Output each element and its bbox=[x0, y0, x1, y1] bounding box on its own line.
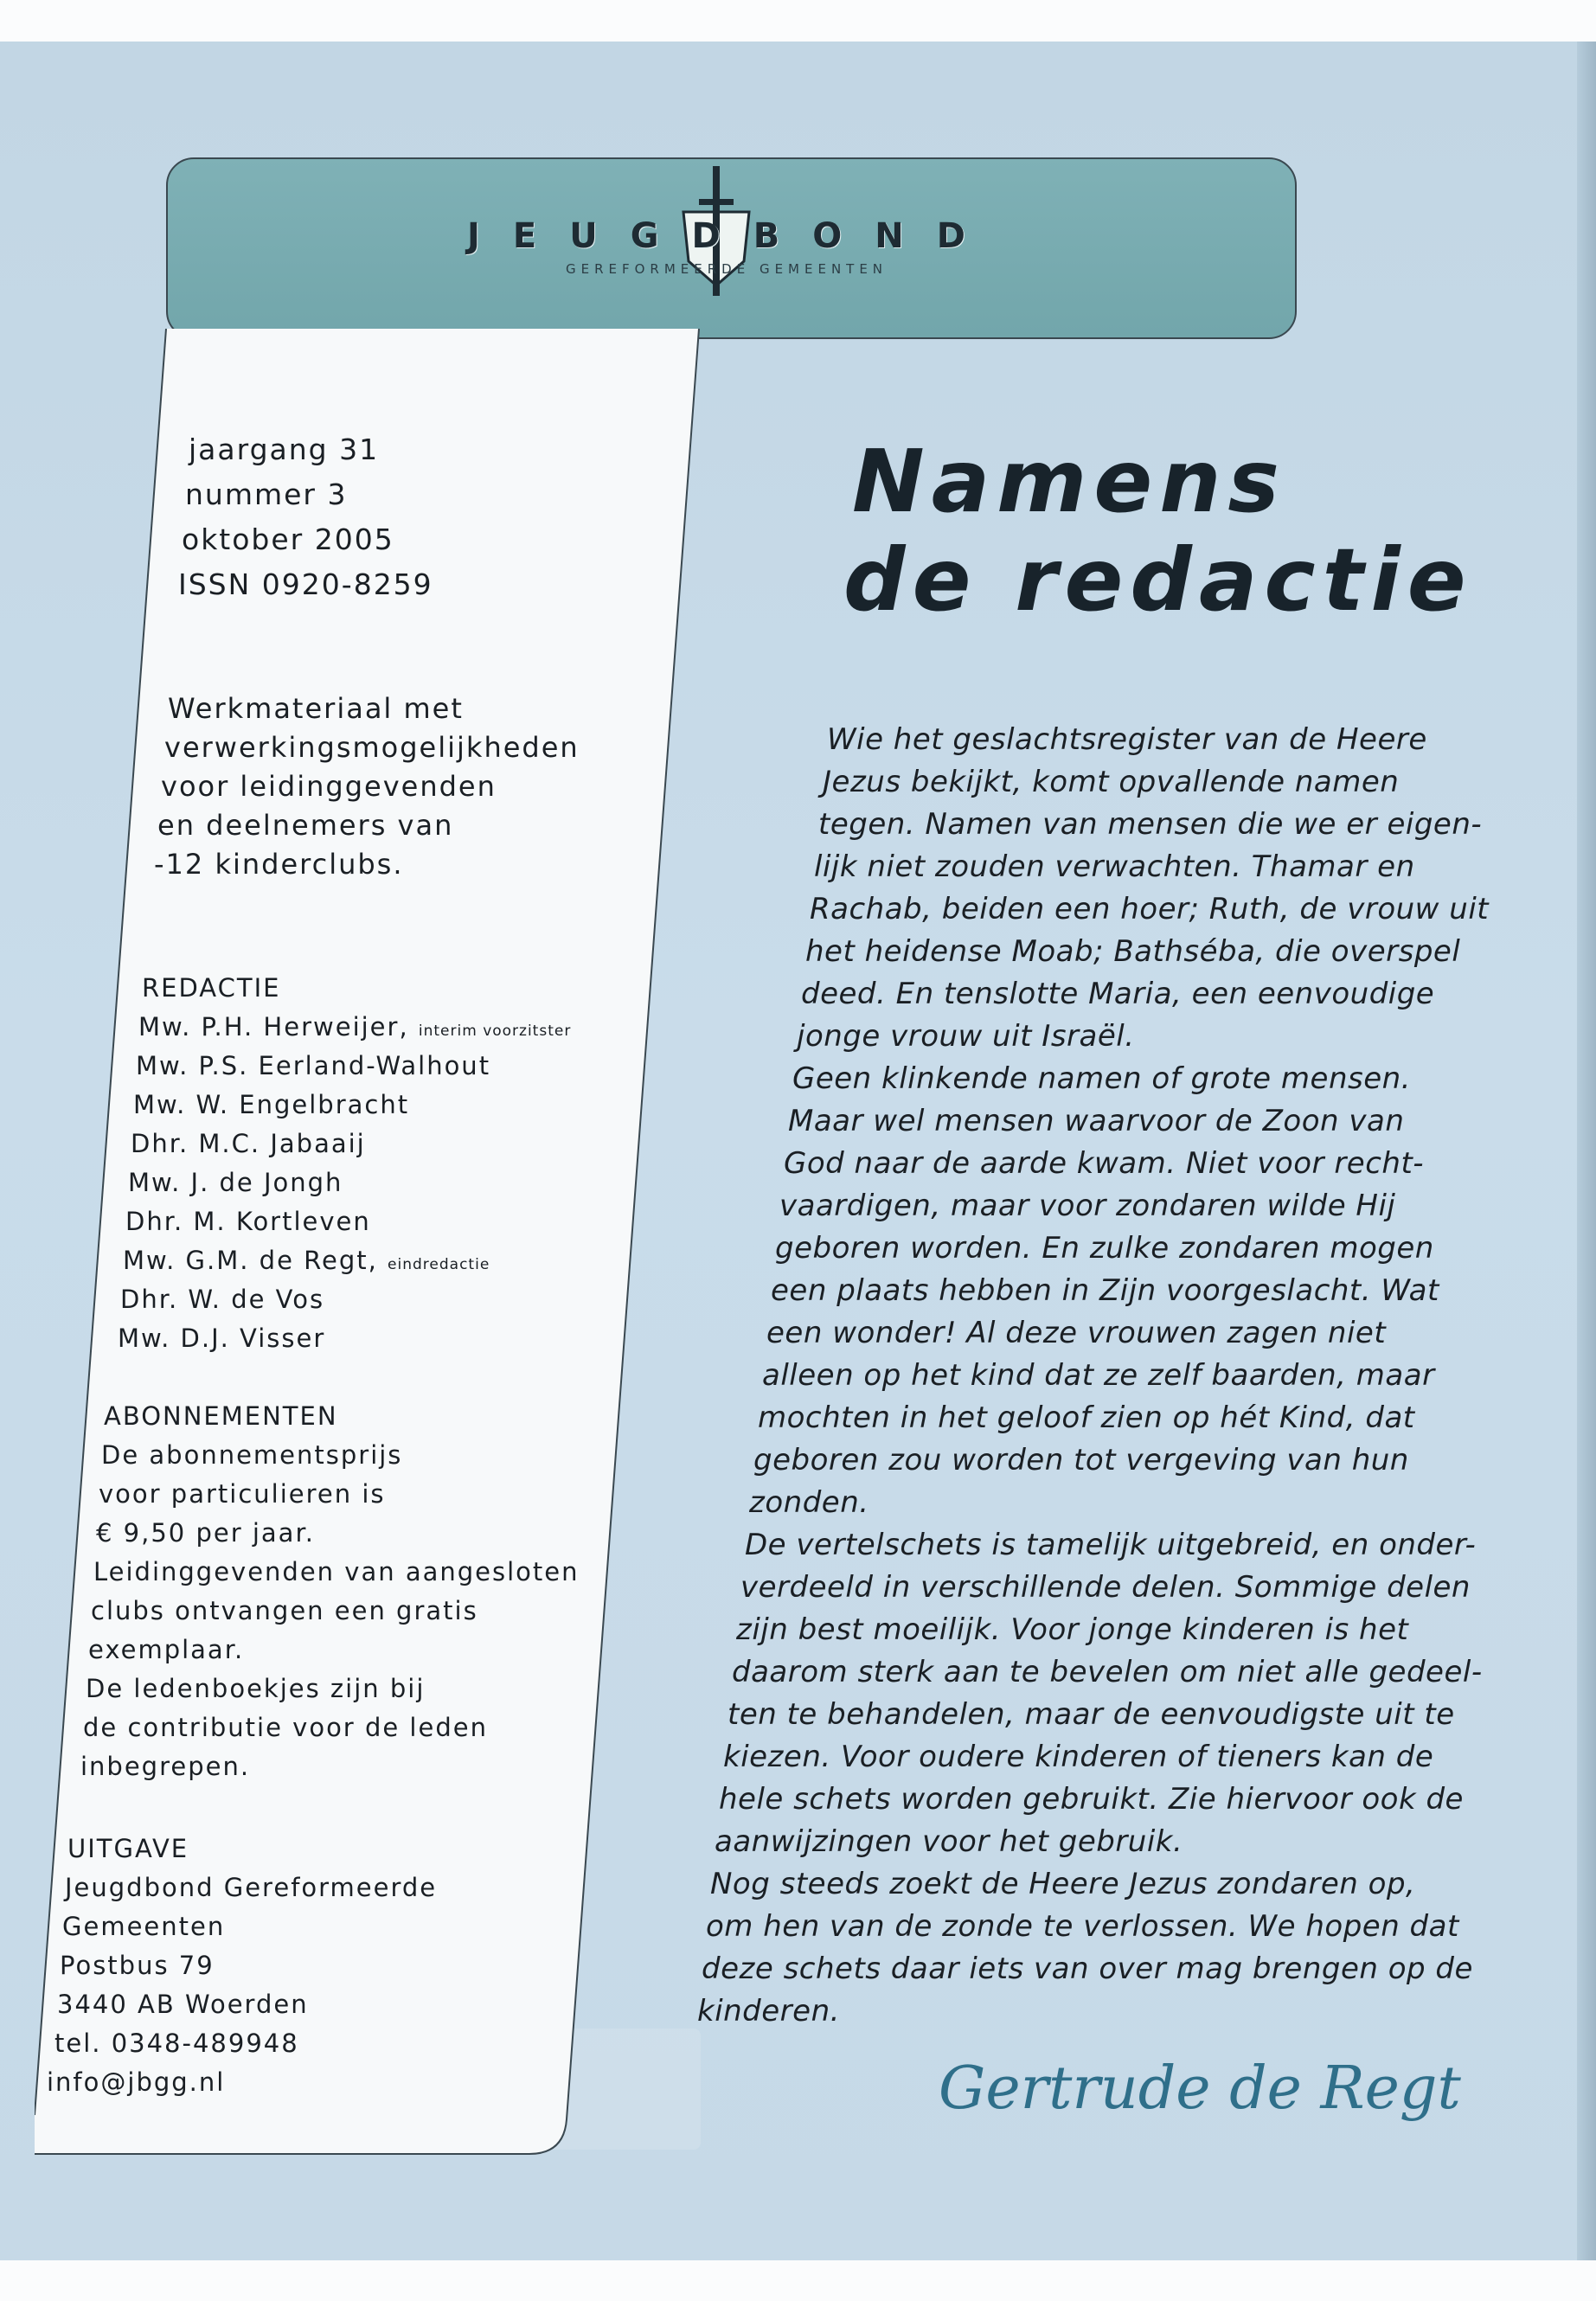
article-line: Geen klinkende namen of grote mensen. bbox=[792, 1061, 1411, 1096]
article-title-line1: Namens bbox=[852, 431, 1286, 532]
redactie-heading: REDACTIE bbox=[142, 973, 281, 1003]
article-line: Jezus bekijkt, komt opvallende namen bbox=[823, 765, 1400, 799]
article-line: daarom sterk aan te bevelen om niet alle gedeel- bbox=[732, 1655, 1483, 1689]
issue-date: oktober 2005 bbox=[182, 522, 394, 556]
issue-number: nummer 3 bbox=[185, 478, 348, 511]
redactie-member: Mw. W. Engelbracht bbox=[133, 1090, 410, 1119]
description-line: en deelnemers van bbox=[157, 809, 454, 842]
description-line: voor leidinggevenden bbox=[161, 770, 497, 803]
abonnementen-heading: ABONNEMENTEN bbox=[104, 1401, 338, 1431]
redactie-member: Dhr. M. Kortleven bbox=[125, 1207, 371, 1236]
description-line: verwerkingsmogelijkheden bbox=[164, 731, 580, 764]
description-line: -12 kinderclubs. bbox=[154, 848, 404, 881]
abonnementen-line: € 9,50 per jaar. bbox=[96, 1518, 315, 1548]
uitgave-line: Gemeenten bbox=[62, 1912, 226, 1941]
article-line: een wonder! Al deze vrouwen zagen niet bbox=[766, 1316, 1387, 1350]
abonnementen-line: exemplaar. bbox=[88, 1635, 245, 1664]
description-line: Werkmateriaal met bbox=[168, 692, 464, 725]
article-line: geboren zou worden tot vergeving van hun bbox=[753, 1443, 1409, 1477]
abonnementen-line: Leidinggevenden van aangesloten bbox=[93, 1557, 580, 1586]
uitgave-heading: UITGAVE bbox=[67, 1834, 189, 1863]
abonnementen-line: De ledenboekjes zijn bij bbox=[86, 1674, 426, 1703]
article-line: kinderen. bbox=[697, 1994, 840, 2029]
article-line: om hen van de zonde te verlossen. We hopen dat bbox=[706, 1909, 1459, 1944]
masthead-brand: JEUGDBOND bbox=[467, 216, 998, 256]
article-line: zonden. bbox=[749, 1485, 869, 1520]
redactie-member: Dhr. M.C. Jabaaij bbox=[131, 1129, 366, 1158]
article-line: De vertelschets is tamelijk uitgebreid, en onder- bbox=[745, 1528, 1477, 1562]
abonnementen-line: De abonnementsprijs bbox=[101, 1440, 403, 1470]
redactie-member: Dhr. W. de Vos bbox=[120, 1285, 325, 1314]
abonnementen-line: inbegrepen. bbox=[80, 1752, 251, 1781]
issue-issn: ISSN 0920-8259 bbox=[178, 567, 433, 601]
uitgave-line: 3440 AB Woerden bbox=[57, 1990, 309, 2019]
article-line: het heidense Moab; Bathséba, die overspel bbox=[805, 934, 1461, 969]
article-line: Rachab, beiden een hoer; Ruth, de vrouw uit bbox=[810, 892, 1490, 926]
jeugdbond-logo bbox=[467, 208, 998, 294]
uitgave-line: Postbus 79 bbox=[60, 1951, 215, 1980]
article-line: jonge vrouw uit Israël. bbox=[797, 1019, 1135, 1054]
uitgave-line: Jeugdbond Gereformeerde bbox=[65, 1873, 438, 1902]
masthead-subtitle: GEREFORMEERDE GEMEENTEN bbox=[565, 261, 888, 277]
author-signature: Gertrude de Regt bbox=[939, 2054, 1461, 2123]
redactie-member: Mw. D.J. Visser bbox=[118, 1324, 326, 1353]
abonnementen-line: de contributie voor de leden bbox=[83, 1713, 488, 1742]
article-line: verdeeld in verschillende delen. Sommige delen bbox=[740, 1570, 1471, 1605]
article-line: mochten in het geloof zien op hét Kind, dat bbox=[758, 1400, 1415, 1435]
redactie-member: Mw. P.S. Eerland-Walhout bbox=[136, 1051, 491, 1080]
redactie-member: Mw. J. de Jongh bbox=[128, 1168, 343, 1197]
article-line: tegen. Namen van mensen die we er eigen- bbox=[818, 807, 1483, 842]
redactie-member: Mw. G.M. de Regt, eindredactie bbox=[123, 1246, 490, 1275]
article-line: Wie het geslachtsregister van de Heere bbox=[827, 722, 1427, 757]
article-line: hele schets worden gebruikt. Zie hiervoor ook de bbox=[719, 1782, 1464, 1817]
uitgave-email: info@jbgg.nl bbox=[47, 2067, 226, 2097]
issue-volume: jaargang 31 bbox=[189, 433, 380, 466]
article-line: een plaats hebben in Zijn voorgeslacht. Wat bbox=[771, 1273, 1439, 1308]
article-line: aanwijzingen voor het gebruik. bbox=[715, 1824, 1183, 1859]
article-line: God naar de aarde kwam. Niet voor recht- bbox=[784, 1146, 1425, 1181]
abonnementen-line: clubs ontvangen een gratis bbox=[91, 1596, 478, 1625]
article-line: geboren worden. En zulke zondaren mogen bbox=[775, 1231, 1434, 1266]
article-line: Nog steeds zoekt de Heere Jezus zondaren op, bbox=[710, 1867, 1416, 1901]
article-line: ten te behandelen, maar de eenvoudigste uit te bbox=[727, 1697, 1455, 1732]
article-title-line2: de redactie bbox=[843, 529, 1473, 631]
article-line: vaardigen, maar voor zondaren wilde Hij bbox=[779, 1189, 1396, 1223]
article-line: zijn best moeilijk. Voor jonge kinderen is het bbox=[736, 1612, 1409, 1647]
redactie-member: Mw. P.H. Herweijer, interim voorzitster bbox=[138, 1012, 572, 1042]
article-line: kiezen. Voor oudere kinderen of tieners kan de bbox=[723, 1740, 1434, 1774]
article-line: alleen op het kind dat ze zelf baarden, maar bbox=[762, 1358, 1435, 1393]
article-line: deze schets daar iets van over mag brengen op de bbox=[702, 1952, 1473, 1986]
uitgave-line: tel. 0348-489948 bbox=[54, 2029, 299, 2058]
article-line: lijk niet zouden verwachten. Thamar en bbox=[814, 849, 1415, 884]
abonnementen-line: voor particulieren is bbox=[99, 1479, 386, 1509]
sidebar-panel bbox=[35, 329, 709, 2158]
page-edge-shadow bbox=[1577, 42, 1596, 2260]
article-line: Maar wel mensen waarvoor de Zoon van bbox=[788, 1104, 1405, 1138]
article-line: deed. En tenslotte Maria, een eenvoudige bbox=[801, 977, 1435, 1011]
